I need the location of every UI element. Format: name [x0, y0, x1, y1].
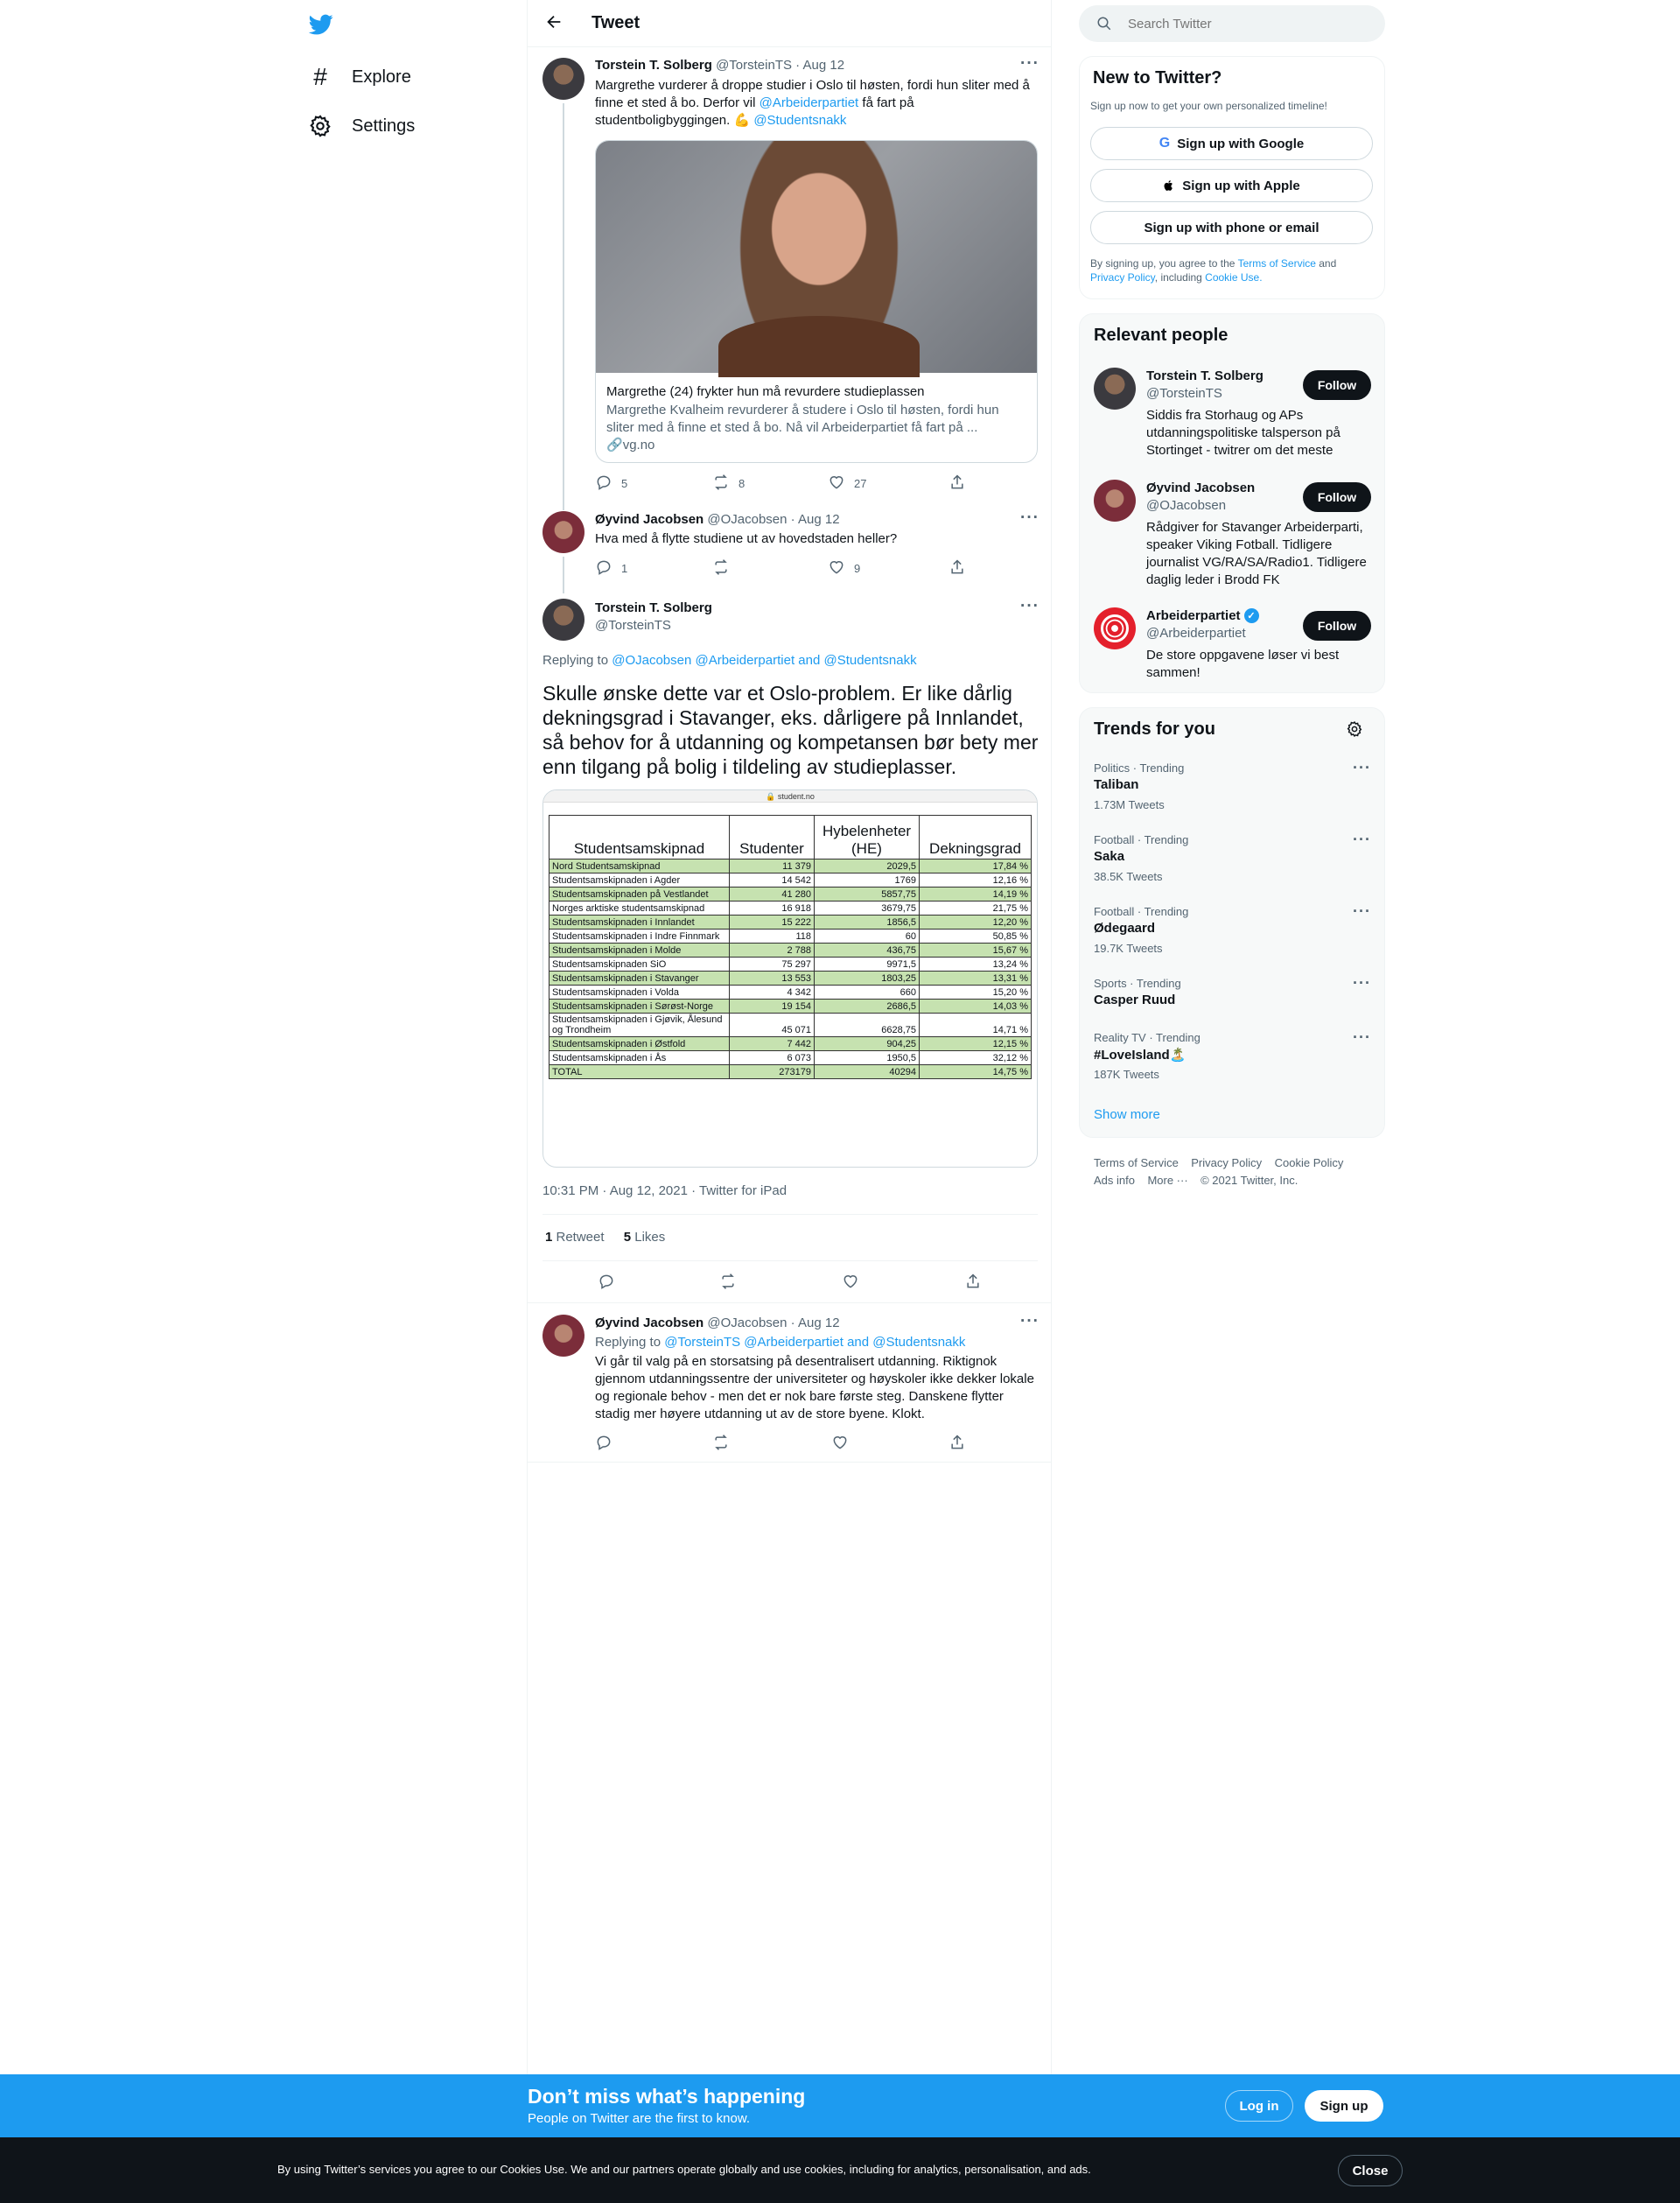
lock-icon: 🔒 [766, 792, 776, 801]
trend-count: 187K Tweets [1094, 1068, 1159, 1081]
link-card-domain [606, 437, 654, 453]
footer-more-link[interactable]: More ··· [1147, 1174, 1188, 1187]
likes-stat[interactable] [624, 1230, 666, 1245]
retweet-button[interactable] [719, 1273, 737, 1293]
retweets-label: Retweet [552, 1230, 605, 1245]
cell-he: 60 [815, 930, 920, 944]
person-name[interactable] [1146, 608, 1259, 623]
cell-students: 41 280 [730, 888, 815, 902]
trend-count: 1.73M Tweets [1094, 798, 1165, 811]
table-row [550, 1037, 1032, 1051]
trend-name[interactable]: Taliban [1094, 777, 1139, 792]
tweet-header [595, 1315, 840, 1330]
cell-students: 11 379 [730, 859, 815, 873]
cell-name: Studentsamskipnaden i Stavanger [550, 972, 730, 986]
retweet-button[interactable] [712, 474, 745, 494]
show-more-link[interactable]: Show more [1094, 1107, 1160, 1122]
footer-tos-link[interactable]: Terms of Service [1094, 1156, 1179, 1169]
share-icon [948, 474, 966, 494]
link-domain-text: vg.no [622, 438, 655, 453]
signup-legal [1090, 256, 1370, 284]
share-icon [964, 1273, 982, 1293]
banner-title: Don’t miss what’s happening [528, 2085, 806, 2108]
retweet-button[interactable] [712, 558, 730, 579]
table-row [550, 1065, 1032, 1079]
more-icon[interactable]: ··· [1020, 597, 1040, 615]
rose-logo-icon [1101, 614, 1129, 642]
avatar[interactable] [1094, 480, 1136, 522]
browser-bar [543, 790, 1037, 803]
author-handle[interactable]: @TorsteinTS [716, 58, 792, 73]
retweet-icon [712, 1434, 730, 1454]
author-handle[interactable]: @OJacobsen [707, 512, 788, 527]
apple-icon [1163, 179, 1175, 193]
like-button[interactable] [842, 1273, 859, 1293]
person-handle[interactable]: @TorsteinTS [1146, 386, 1222, 401]
retweet-button[interactable] [712, 1434, 730, 1454]
table-row [550, 1000, 1032, 1014]
cell-students: 13 553 [730, 972, 815, 986]
table-header: Studentsamskipnad [550, 816, 730, 859]
tweet-image[interactable] [542, 789, 1038, 1168]
trend-name[interactable]: #LoveIsland🏝️ [1094, 1048, 1186, 1063]
cell-name: Studentsamskipnaden i Sørøst-Norge [550, 1000, 730, 1014]
replying-links[interactable]: @OJacobsen @Arbeiderpartiet and @Studentsnakk [612, 653, 917, 668]
twitter-logo-icon[interactable] [308, 12, 334, 37]
cell-he: 1950,5 [815, 1051, 920, 1065]
table-row [550, 1014, 1032, 1037]
author-name[interactable]: Øyvind Jacobsen [595, 512, 704, 527]
cell-he: 2686,5 [815, 1000, 920, 1014]
cookie-bar [0, 2137, 1680, 2203]
page-title: Tweet [592, 13, 640, 32]
footer-cookie-link[interactable]: Cookie Policy [1274, 1156, 1344, 1169]
nav-explore[interactable] [308, 63, 411, 91]
cell-name: Studentsamskipnaden SiO [550, 958, 730, 972]
cell-students: 75 297 [730, 958, 815, 972]
cell-pct: 12,16 % [920, 873, 1032, 888]
person-bio: Siddis fra Storhaug og APs utdanningspolitiske talsperson på Stortinget - twitrer om det meste [1146, 408, 1340, 458]
follow-button[interactable]: Follow [1303, 370, 1371, 400]
gear-icon[interactable] [1346, 720, 1363, 738]
nav-settings-label: Settings [352, 116, 416, 136]
author-name[interactable]: Torstein T. Solberg [595, 600, 712, 615]
legal-text: By signing up, you agree to the [1090, 257, 1238, 270]
cell-pct: 14,71 % [920, 1014, 1032, 1037]
trend-meta: Politics · Trending [1094, 761, 1185, 775]
cell-he: 5857,75 [815, 888, 920, 902]
tweet-header [595, 512, 840, 527]
login-button[interactable]: Log in [1225, 2090, 1293, 2122]
avatar[interactable] [1094, 607, 1136, 649]
retweet-count: 8 [738, 477, 746, 490]
table-row [550, 958, 1032, 972]
login-banner [0, 2074, 1680, 2137]
nav-explore-label: Explore [352, 67, 411, 87]
like-count: 9 [854, 562, 861, 575]
cell-students: 273179 [730, 1065, 815, 1079]
verified-icon: ✓ [1244, 608, 1259, 623]
cell-pct: 14,75 % [920, 1065, 1032, 1079]
reply-button[interactable] [595, 1434, 612, 1454]
heart-icon [831, 1434, 849, 1454]
replying-to [542, 653, 917, 668]
more-icon[interactable]: ··· [1353, 902, 1371, 920]
cell-he: 436,75 [815, 944, 920, 958]
cell-he: 1856,5 [815, 916, 920, 930]
cell-he: 1803,25 [815, 972, 920, 986]
cell-pct: 32,12 % [920, 1051, 1032, 1065]
trend-count: 38.5K Tweets [1094, 870, 1163, 883]
reply-icon [598, 1273, 615, 1293]
reply-count: 5 [621, 477, 628, 490]
signup-google-button[interactable] [1090, 127, 1373, 160]
person-name-text: Arbeiderpartiet [1146, 608, 1241, 623]
cell-students: 7 442 [730, 1037, 815, 1051]
trend-name[interactable]: Saka [1094, 849, 1125, 864]
thread-line [563, 557, 564, 593]
thread-line [563, 103, 564, 510]
follow-button[interactable]: Follow [1303, 482, 1371, 512]
reply-icon [595, 558, 612, 579]
share-button[interactable] [948, 558, 966, 579]
like-count: 27 [854, 477, 867, 490]
separator: · [787, 512, 799, 527]
cell-students: 15 222 [730, 916, 815, 930]
author-name[interactable]: Torstein T. Solberg [595, 58, 712, 73]
signup-button[interactable]: Sign up [1305, 2090, 1383, 2122]
share-button[interactable] [948, 1434, 966, 1454]
google-icon: G [1158, 136, 1171, 151]
replying-prefix: Replying to [595, 1335, 665, 1350]
link-card-title: Margrethe (24) frykter hun må revurdere studieplassen [606, 384, 925, 399]
tweet-date[interactable]: Aug 12 [802, 58, 845, 73]
gear-icon [308, 114, 332, 138]
person-bio: De store oppgavene løser vi best sammen! [1146, 648, 1340, 680]
like-button[interactable] [831, 1434, 849, 1454]
avatar[interactable] [542, 1315, 584, 1357]
cell-students: 2 788 [730, 944, 815, 958]
reply-icon [595, 474, 612, 494]
more-icon[interactable]: ··· [1020, 54, 1040, 73]
search-input[interactable] [1128, 14, 1364, 33]
more-icon[interactable]: ··· [1353, 1028, 1371, 1046]
cell-he: 3679,75 [815, 902, 920, 916]
link-card-description: Margrethe Kvalheim revurderer å studere i Oslo til høsten, fordi hun sliter med å finne et sted å bo. Nå vil Arbeiderpartiet få fart på ... [606, 403, 999, 435]
table-row [550, 930, 1032, 944]
retweet-icon [712, 558, 730, 579]
reply-count: 1 [621, 562, 628, 575]
table-row [550, 873, 1032, 888]
cell-name: Norges arktiske studentsamskipnad [550, 902, 730, 916]
table-row [550, 986, 1032, 1000]
more-icon[interactable]: ··· [1020, 509, 1040, 527]
table-row [550, 916, 1032, 930]
cell-pct: 14,03 % [920, 1000, 1032, 1014]
link-card[interactable] [595, 140, 1038, 463]
cell-pct: 50,85 % [920, 930, 1032, 944]
search-box[interactable] [1079, 5, 1385, 42]
cell-name: Nord Studentsamskipnad [550, 859, 730, 873]
more-icon[interactable]: ··· [1353, 974, 1371, 992]
trends-title: Trends for you [1094, 719, 1215, 739]
table-header: Dekningsgrad [920, 816, 1032, 859]
tweet-timestamp[interactable]: 10:31 PM · Aug 12, 2021 · Twitter for iPad [542, 1183, 788, 1198]
cell-pct: 12,20 % [920, 916, 1032, 930]
divider [528, 1462, 1051, 1463]
cell-name: TOTAL [550, 1065, 730, 1079]
cell-he: 40294 [815, 1065, 920, 1079]
cell-he: 2029,5 [815, 859, 920, 873]
relevant-people-title: Relevant people [1094, 326, 1228, 345]
cell-students: 6 073 [730, 1051, 815, 1065]
back-arrow-icon[interactable] [544, 12, 565, 33]
cell-name: Studentsamskipnaden på Vestlandet [550, 888, 730, 902]
table-row [550, 972, 1032, 986]
cell-name: Studentsamskipnaden i Molde [550, 944, 730, 958]
reply-button[interactable] [595, 474, 627, 494]
cell-he: 660 [815, 986, 920, 1000]
cell-he: 9971,5 [815, 958, 920, 972]
cookie-text: By using Twitter’s services you agree to our Cookies Use. We and our partners operate globally and use cookies, including for analytics, personalisation, and ads. [277, 2163, 1091, 2176]
retweets-count: 1 [545, 1230, 553, 1245]
reply-button[interactable] [595, 558, 627, 579]
tos-link[interactable]: Terms of Service [1237, 257, 1316, 270]
replying-prefix: Replying to [542, 653, 612, 668]
more-icon[interactable]: ··· [1353, 759, 1371, 776]
browser-url: student.no [777, 792, 815, 801]
avatar[interactable] [1094, 368, 1136, 410]
signup-phone-button[interactable] [1090, 211, 1373, 244]
table-row [550, 944, 1032, 958]
hashtag-icon: # [313, 63, 327, 90]
tweet-text-part: få fart på studentboligbyggingen. 💪 [595, 95, 914, 128]
table-row [550, 888, 1032, 902]
reply-icon [595, 1434, 612, 1454]
table-header: Studenter [730, 816, 815, 859]
replying-to [595, 1335, 965, 1350]
person-bio: Rådgiver for Stavanger Arbeiderparti, speaker Viking Fotball. Tidligere journalist VG/RA/SA/Radio1. Tidligere daglig leder i Brodd FK [1146, 520, 1367, 587]
tweet-text-part: Margrethe vurderer å droppe studier i Oslo til høsten, fordi hun sliter med å finne et sted å bo. Derfor vil [595, 78, 1030, 110]
trend-count: 19.7K Tweets [1094, 942, 1163, 955]
tweet-header [595, 58, 844, 73]
trend-meta: Reality TV · Trending [1094, 1031, 1200, 1044]
separator: · [787, 1315, 799, 1330]
cell-name: Studentsamskipnaden i Innlandet [550, 916, 730, 930]
divider [528, 1302, 1051, 1303]
person-name[interactable]: Øyvind Jacobsen [1146, 481, 1256, 495]
tweet-date[interactable]: Aug 12 [798, 512, 840, 527]
cookie-close-button[interactable]: Close [1338, 2155, 1403, 2186]
follow-button[interactable]: Follow [1303, 611, 1371, 641]
cell-name: Studentsamskipnaden i Gjøvik, Ålesund og Trondheim [550, 1014, 730, 1037]
footer-links [1094, 1154, 1374, 1189]
mention-link[interactable]: @Studentsnakk [753, 113, 847, 128]
footer-privacy-link[interactable]: Privacy Policy [1191, 1156, 1263, 1169]
cell-name: Studentsamskipnaden i Agder [550, 873, 730, 888]
separator: · [792, 58, 803, 73]
cell-he: 6628,75 [815, 1014, 920, 1037]
cell-students: 19 154 [730, 1000, 815, 1014]
heart-icon [842, 1273, 859, 1293]
cell-he: 1769 [815, 873, 920, 888]
tweet-date[interactable]: Aug 12 [798, 1315, 840, 1330]
table-row [550, 902, 1032, 916]
person-name[interactable]: Torstein T. Solberg [1146, 368, 1264, 383]
main-tweet-text: Skulle ønske dette var et Oslo-problem. Er like dårlig dekningsgrad i Stavanger, eks. dårligere på Innlandet, så behov for å utdanning og kompetansen bør bety mer enn tilgang på bolig i tildeling av studieplasser. [542, 682, 1039, 778]
retweet-icon [719, 1273, 737, 1293]
like-button[interactable] [828, 474, 866, 494]
cookie-link[interactable]: Cookie Use. [1205, 271, 1263, 284]
divider [542, 1214, 1038, 1215]
cell-name: Studentsamskipnaden i Indre Finnmark [550, 930, 730, 944]
author-handle[interactable]: @OJacobsen [707, 1315, 788, 1330]
legal-text: , including [1154, 271, 1206, 284]
cell-students: 4 342 [730, 986, 815, 1000]
heart-icon [828, 474, 845, 494]
cell-pct: 15,20 % [920, 986, 1032, 1000]
author-name[interactable]: Øyvind Jacobsen [595, 1315, 704, 1330]
table-row [550, 859, 1032, 873]
cell-pct: 14,19 % [920, 888, 1032, 902]
data-table [549, 815, 1032, 1079]
share-button[interactable] [964, 1273, 982, 1293]
share-icon [948, 1434, 966, 1454]
cell-he: 904,25 [815, 1037, 920, 1051]
divider [542, 1260, 1038, 1261]
trend-meta: Football · Trending [1094, 833, 1189, 846]
likes-count: 5 [623, 1230, 632, 1245]
signup-phone-label: Sign up with phone or email [1144, 220, 1320, 235]
trend-name[interactable]: Ødegaard [1094, 921, 1156, 936]
reply-button[interactable] [598, 1273, 615, 1293]
cell-name: Studentsamskipnaden i Volda [550, 986, 730, 1000]
avatar[interactable] [542, 58, 584, 100]
share-icon [948, 558, 966, 579]
search-icon [1096, 16, 1112, 36]
legal-text: and [1315, 257, 1337, 270]
retweet-icon [712, 474, 730, 494]
retweets-stat[interactable] [545, 1230, 605, 1245]
signup-apple-button[interactable] [1090, 169, 1373, 202]
person-handle[interactable]: @OJacobsen [1146, 498, 1227, 513]
trend-meta: Sports · Trending [1094, 977, 1181, 990]
banner-subtitle: People on Twitter are the first to know. [528, 2111, 751, 2126]
nav-settings[interactable] [308, 114, 415, 138]
header-divider [528, 46, 1051, 47]
more-icon[interactable]: ··· [1353, 831, 1371, 848]
cell-pct: 21,75 % [920, 902, 1032, 916]
cell-students: 118 [730, 930, 815, 944]
cell-students: 14 542 [730, 873, 815, 888]
mention-link[interactable]: @Arbeiderpartiet [759, 95, 859, 110]
link-card-image [596, 141, 1038, 373]
cell-students: 16 918 [730, 902, 815, 916]
likes-label: Likes [631, 1230, 666, 1245]
cell-students: 45 071 [730, 1014, 815, 1037]
person-handle[interactable]: @Arbeiderpartiet [1146, 626, 1246, 641]
tweet-text [595, 77, 1041, 130]
signup-title: New to Twitter? [1093, 68, 1222, 88]
share-button[interactable] [948, 474, 966, 494]
like-button[interactable] [828, 558, 860, 579]
cell-pct: 17,84 % [920, 859, 1032, 873]
cell-name: Studentsamskipnaden i Østfold [550, 1037, 730, 1051]
avatar[interactable] [542, 599, 584, 641]
link-icon: 🔗 [606, 438, 623, 453]
trend-meta: Football · Trending [1094, 905, 1189, 918]
privacy-link[interactable]: Privacy Policy [1090, 271, 1155, 284]
signup-google-label: Sign up with Google [1177, 136, 1305, 151]
footer-copyright: © 2021 Twitter, Inc. [1200, 1174, 1298, 1187]
tweet-text: Hva med å flytte studiene ut av hovedstaden heller? [595, 531, 898, 546]
cell-pct: 13,24 % [920, 958, 1032, 972]
tweet-stats [545, 1230, 665, 1245]
table-row [550, 1051, 1032, 1065]
replying-links[interactable]: @TorsteinTS @Arbeiderpartiet and @Studentsnakk [664, 1335, 966, 1350]
more-icon[interactable]: ··· [1020, 1312, 1040, 1330]
trend-name[interactable]: Casper Ruud [1094, 993, 1176, 1007]
cell-pct: 12,15 % [920, 1037, 1032, 1051]
tweet-text: Vi går til valg på en storsatsing på desentralisert utdanning. Riktignok gjennom utdanningssentre der universiteter og høyskoler ikke dekker lokale og regionale behov - men det er nok bare første steg. Danskene flytter stadig mer høyere utdanning ut av de store byene. Klokt. [595, 1354, 1034, 1421]
signup-subtitle: Sign up now to get your own personalized timeline! [1090, 100, 1327, 112]
signup-apple-label: Sign up with Apple [1182, 178, 1300, 193]
table-header: Hybelenheter (HE) [815, 816, 920, 859]
cell-name: Studentsamskipnaden i Ås [550, 1051, 730, 1065]
cell-pct: 13,31 % [920, 972, 1032, 986]
footer-ads-link[interactable]: Ads info [1094, 1174, 1135, 1187]
cell-pct: 15,67 % [920, 944, 1032, 958]
heart-icon [828, 558, 845, 579]
author-handle[interactable]: @TorsteinTS [595, 618, 671, 633]
avatar[interactable] [542, 511, 584, 553]
